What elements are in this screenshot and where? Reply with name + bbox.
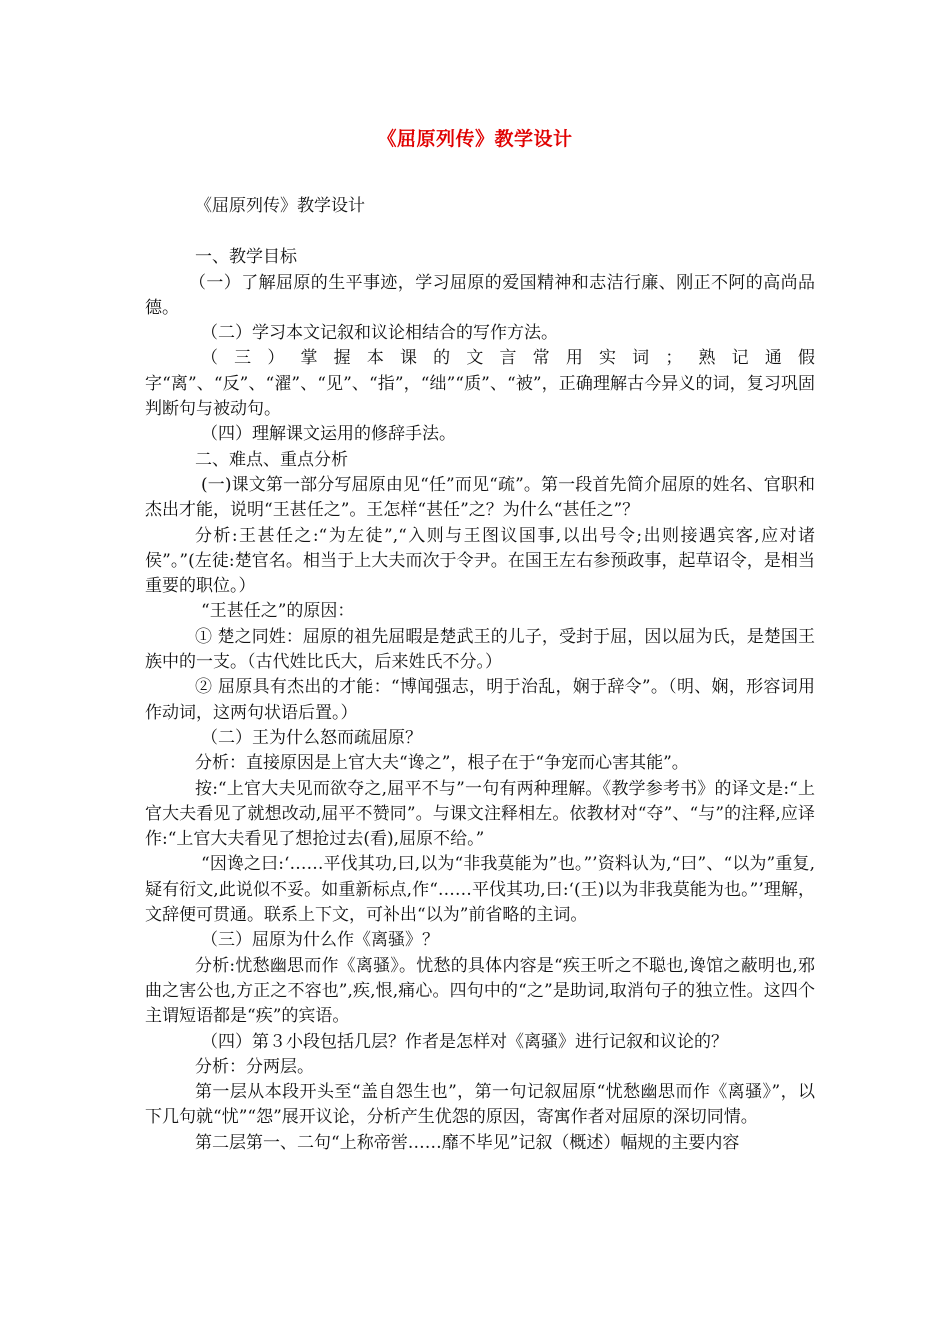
- paragraph: 按:“上官大夫见而欲夺之,屈平不与”一句有两种理解。《教学参考书》的译文是:“上官大夫看见了就想改动,屈平不赞同”。与课文注释相左。依教材对“夺”、“与”的注释,应译作:“上官大夫看见了想抢过去(看),屈原不给。”: [145, 778, 815, 850]
- document-body: [145, 194, 815, 1156]
- paragraph: （一）了解屈原的生平事迹，学习屈原的爱国精神和志洁行廉、刚正不阿的高尚品德。: [145, 272, 815, 318]
- paragraph: 第一层从本段开头至“盖自怨生也”，第一句记叙屈原“忧愁幽思而作《离骚》”，以下几句就“忧”“怨”展开议论，分析产生优怨的原因，寄寓作者对屈原的深切同情。: [145, 1082, 815, 1128]
- paragraph: “因谗之曰:‘……平伐其功,曰,以为“非我莫能为”也。”’资料认为,“曰”、“以为”重复,疑有衍文,此说似不妥。如重新标点,作“……平伐其功,曰:‘(王)以为非我莫能为也。”’理解，文辞便可贯通。联系上下文，可补出“以为”前省略的主词。: [145, 854, 815, 926]
- paragraph: 第二层第一、二句“上称帝喾……靡不毕见”记叙（概述）幅规的主要内容: [195, 1132, 740, 1153]
- paragraph: 分析:忧愁幽思而作《离骚》。忧愁的具体内容是“疾王听之不聪也,谗馆之蔽明也,邪曲之害公也,方正之不容也”,疾,恨,痛心。四句中的“之”是助词,取消句子的独立性。这四个主谓短语都是“疾”的宾语。: [145, 955, 815, 1027]
- paragraph: ② 屈原具有杰出的才能：“博闻强志，明于治乱，娴于辞令”。（明、娴，形容词用作动词，这两句状语后置。）: [145, 677, 815, 723]
- paragraph: 分析:王甚任之:“为左徒”,“入则与王图议国事,以出号令;出则接遇宾客,应对诸侯”。”(左徒:楚官名。相当于上大夫而次于令尹。在国王左右参预政事，起草诏令，是相当重要的职位。）: [145, 525, 815, 597]
- document-title: 《屈原列传》教学设计: [377, 128, 573, 150]
- paragraph: （二）学习本文记叙和议论相结合的写作方法。: [201, 323, 558, 344]
- document-subtitle: 《屈原列传》教学设计: [195, 196, 365, 216]
- paragraph: 分析：直接原因是上官大夫“谗之”，根子在于“争宠而心害其能”。: [195, 753, 689, 774]
- paragraph: 分析：分两层。: [195, 1056, 314, 1077]
- paragraph: （四）第３小段包括几层？作者是怎样对《离骚》进行记叙和议论的？: [201, 1031, 728, 1052]
- paragraph: （二）王为什么怒而疏屈原？: [201, 727, 422, 748]
- section-heading-objectives: 一、教学目标: [195, 247, 297, 268]
- paragraph: “王甚任之”的原因：: [201, 601, 355, 622]
- paragraph: ① 楚之同姓：屈原的祖先屈暇是楚武王的儿子，受封于屈，因以屈为氏，是楚国王族中的一支。（古代姓比氏大，后来姓氏不分。）: [145, 626, 815, 673]
- paragraph: (一)课文第一部分写屈原由见“任”而见“疏”。第一段首先简介屈原的姓名、官职和杰出才能，说明“王甚任之”。王怎样“甚任”之？为什么“甚任之”？: [145, 474, 815, 521]
- paragraph: （三）屈原为什么作《离骚》？: [201, 930, 439, 951]
- paragraph: （三）掌握本课的文言常用实词；熟记通假字“离”、“反”、“濯”、“见”、“指”，“绌”“质”、“被”，正确理解古今异义的词，复习巩固判断句与被动句。: [145, 348, 815, 420]
- section-heading-analysis: 二、难点、重点分析: [195, 449, 348, 470]
- paragraph: （四）理解课文运用的修辞手法。: [201, 424, 456, 445]
